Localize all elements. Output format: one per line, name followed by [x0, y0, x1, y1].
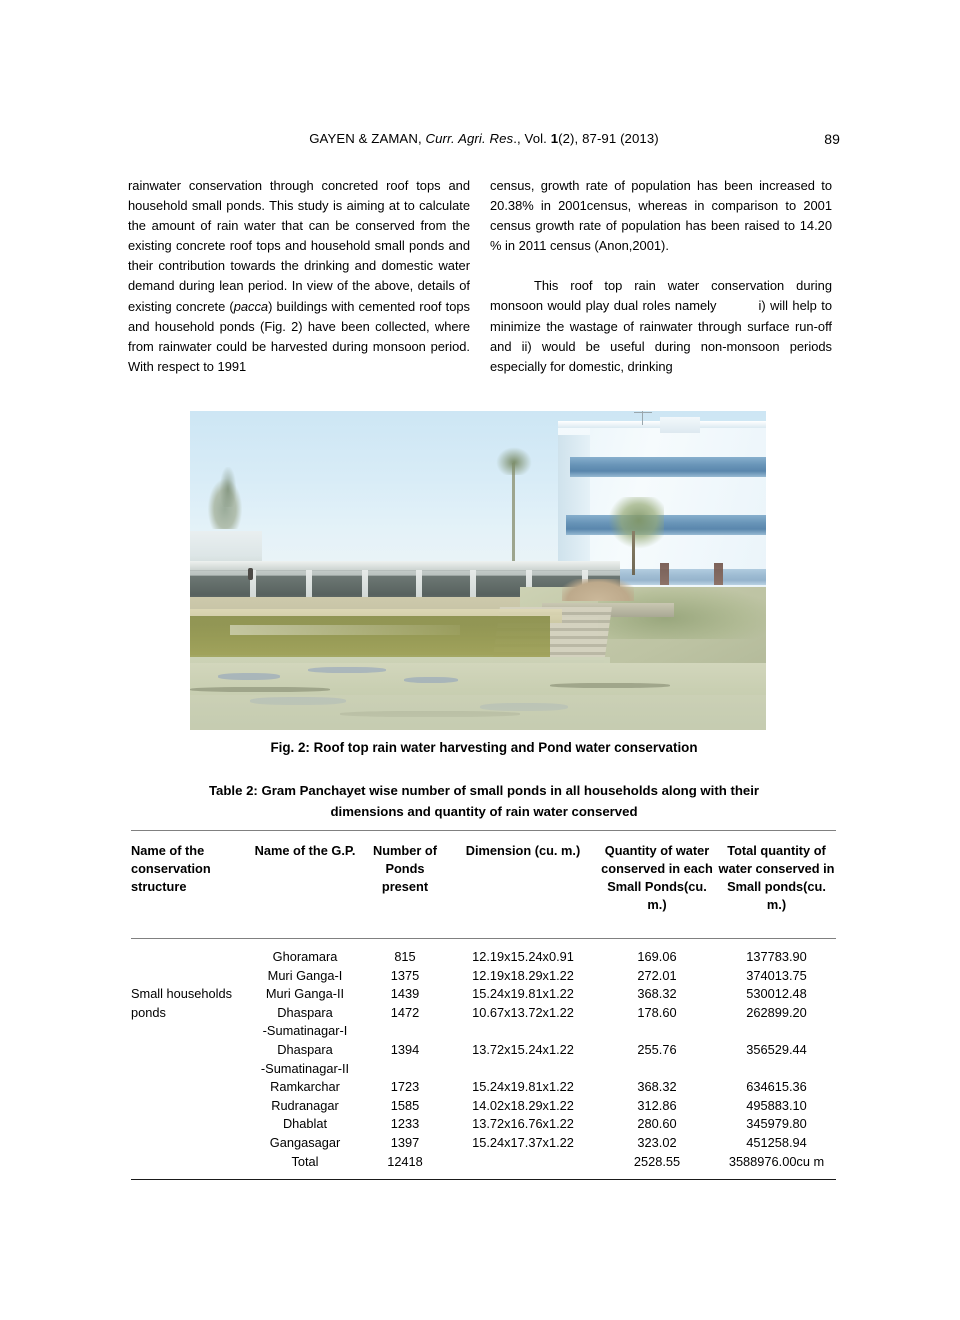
column-header-each-pond: Quantity of water conserved in each Small Ponds(cu. m.): [601, 843, 713, 912]
cell-total: 345979.80: [746, 1116, 807, 1132]
running-head: [128, 128, 840, 150]
cell-total-empty: [717, 1060, 836, 1079]
foreground-tree-canopy: [608, 497, 664, 549]
cell-gp: Gangasagar: [269, 1134, 341, 1150]
cell-structure: [131, 967, 249, 986]
column-header-dimension: Dimension (cu. m.): [465, 843, 581, 858]
cell-structure: [131, 1115, 249, 1134]
cell-dimension: 12.19x15.24x0.91: [472, 949, 574, 964]
figure-caption: Fig. 2: Roof top rain water harvesting and Pond water conservation: [270, 740, 698, 755]
construction-roof-slab: [190, 561, 620, 570]
table-row: [131, 1078, 836, 1097]
cell-gp-continuation: -Sumatinagar-I: [262, 1023, 348, 1039]
cell-gp: Muri Ganga-II: [265, 986, 345, 1002]
cell-each: 178.60: [637, 1004, 677, 1020]
cell-structure-empty: [131, 1060, 249, 1079]
column-header-gp: Name of the G.P.: [254, 843, 356, 858]
running-head-citation-pre: ., Vol.: [513, 131, 551, 146]
ponds-table-body: [131, 948, 836, 1171]
table-header-row: [131, 831, 836, 924]
cell-ponds: 815: [394, 949, 416, 964]
mud-streak: [190, 687, 330, 692]
cell-gp: Ghoramara: [272, 949, 338, 964]
cell-ponds-empty: [361, 1060, 449, 1079]
cell-dimension-empty: [449, 1060, 597, 1079]
cell-each: 368.32: [637, 986, 677, 1002]
figure-2-photograph: [190, 411, 766, 730]
mud-streak: [550, 683, 670, 688]
cell-total-empty: [717, 1022, 836, 1041]
cell-dimension: 10.67x13.72x1.22: [472, 1004, 574, 1020]
cell-gp-continuation: -Sumatinagar-II: [260, 1060, 350, 1076]
column-header-ponds: Number of Ponds present: [373, 843, 437, 894]
body-tail-spacer: [131, 1171, 836, 1179]
cell-total-each: 2528.55: [633, 1153, 681, 1169]
roof-antenna: [642, 411, 643, 425]
paragraph-right-1: census, growth rate of population has been increased to 20.38% in 2001census, whereas in comparison to 2001 census growth rate of population has been raised to 14.20 % in 2011 census (Anon,2001).: [490, 178, 832, 254]
cell-ponds: 1233: [390, 1116, 420, 1132]
cell-ponds: 1585: [390, 1097, 420, 1113]
cell-each: 312.86: [637, 1097, 677, 1113]
cell-ponds-empty: [361, 1022, 449, 1041]
left-tree-top-icon: [220, 467, 236, 507]
cell-gp: Dhaspara: [277, 1041, 333, 1057]
cell-total-grand: 3588976.00cu m: [728, 1153, 825, 1169]
left-text-italic: pacca: [233, 298, 269, 314]
cell-each: 323.02: [637, 1134, 677, 1150]
running-head-citation: [128, 128, 840, 150]
cell-ponds: 1397: [390, 1134, 420, 1150]
column-header-total: Total quantity of water conserved in Small ponds(cu. m.): [718, 843, 835, 912]
cell-structure: [131, 1041, 249, 1060]
foreground-tree-trunk: [632, 531, 635, 575]
body-column-left: [128, 176, 470, 377]
cell-gp: Ramkarchar: [270, 1079, 340, 1095]
cell-dimension: 12.19x18.29x1.22: [472, 967, 574, 983]
cell-structure-empty: [131, 1153, 249, 1172]
column-header-structure: Name of the conservation structure: [131, 843, 211, 894]
cell-total: 495883.10: [746, 1097, 807, 1113]
cell-each-empty: [597, 1022, 717, 1041]
paragraph-left-continued: [128, 176, 470, 377]
page-number: 89: [824, 131, 840, 147]
cell-structure-label: Small households ponds: [131, 986, 233, 1020]
table-row: [131, 1097, 836, 1116]
palm-crown: [496, 447, 532, 475]
worker-figure-on-roof: [248, 568, 253, 580]
cell-gp: Rudranagar: [271, 1097, 339, 1113]
cell-total: 137783.90: [746, 949, 807, 964]
paragraph-right-2: [490, 276, 832, 376]
water-streak: [308, 667, 386, 673]
ponds-table: [131, 831, 836, 924]
cell-structure: [131, 1078, 249, 1097]
window-band-floor-2: [566, 515, 766, 535]
cell-dimension-empty: [449, 1022, 597, 1041]
cell-ponds: 1723: [390, 1079, 420, 1095]
cell-each: 169.06: [637, 949, 677, 964]
building-door-center: [660, 563, 669, 585]
running-head-citation-post: (2), 87-91 (2013): [558, 131, 659, 146]
cell-structure: [131, 1097, 249, 1116]
running-head-authors: GAYEN & ZAMAN,: [309, 131, 422, 146]
cell-dimension: 15.24x19.81x1.22: [472, 1079, 574, 1095]
table-title-line-2: dimensions and quantity of rain water conserved: [330, 804, 638, 819]
table-row: [131, 985, 836, 1004]
table-2: [131, 830, 836, 1180]
cell-gp: Muri Ganga-I: [267, 967, 343, 983]
cell-gp: Dhaspara: [277, 1004, 333, 1020]
table-row: [131, 967, 836, 986]
cell-total: 356529.44: [746, 1041, 807, 1057]
cell-ponds: 1472: [390, 1004, 420, 1020]
roof-water-tank: [660, 417, 700, 433]
cell-total-label: Total: [291, 1153, 319, 1169]
water-streak: [404, 677, 458, 683]
left-text-part-1: rainwater conservation through concreted roof tops and household small ponds. This study is aiming at to calculate the amount of rain water that can be conserved from the existing concrete roof tops and household small ponds and their contribution towards the drinking and domestic water demand during lean period. In view of the above, details of existing concrete (: [128, 178, 470, 314]
cell-dimension: 15.24x19.81x1.22: [472, 986, 574, 1002]
cell-ponds: 1394: [390, 1041, 420, 1057]
cell-total-dimension: [449, 1153, 597, 1172]
table-title-line-1: Table 2: Gram Panchayet wise number of small ponds in all households along with their: [208, 783, 760, 798]
pond-water-reflection: [230, 625, 460, 635]
cell-structure: [131, 948, 249, 967]
table-header: [131, 831, 836, 924]
roof-antenna-crossbar: [634, 412, 652, 413]
cell-total: 634615.36: [746, 1079, 807, 1095]
cell-each: 272.01: [637, 967, 677, 983]
cell-ponds: 1439: [390, 986, 420, 1002]
cell-total: 530012.48: [746, 986, 807, 1002]
cell-total: 374013.75: [746, 967, 807, 983]
foreground-bank: [190, 695, 766, 730]
cell-dimension: 15.24x17.37x1.22: [472, 1134, 574, 1150]
cell-dimension: 14.02x18.29x1.22: [472, 1097, 574, 1113]
building-door-right: [714, 563, 723, 585]
cell-total: 262899.20: [746, 1004, 807, 1020]
cell-each-empty: [597, 1060, 717, 1079]
table-rule-bottom: [131, 1179, 836, 1180]
cell-each: 368.32: [637, 1079, 677, 1095]
cell-ponds: 1375: [390, 967, 420, 983]
sand-mound: [562, 579, 634, 601]
cell-gp: Dhablat: [282, 1116, 328, 1132]
cell-structure: [131, 1134, 249, 1153]
right-text-part-1: This roof top rain water conservation during monsoon would play dual roles namely: [490, 278, 832, 314]
table-total-row: [131, 1153, 836, 1172]
cell-dimension: 13.72x15.24x1.22: [472, 1041, 574, 1057]
palm-trunk: [512, 463, 515, 573]
table-row: [131, 1134, 836, 1153]
body-column-right: [490, 176, 832, 377]
window-band-floor-3: [570, 457, 766, 477]
right-text-part-2: i) will help to minimize the wastage of rainwater through surface run-off and ii) would be useful during non-monsoon periods especially for domestic, drinking: [490, 298, 832, 374]
running-head-journal: Curr. Agri. Res: [425, 131, 514, 146]
cell-dimension: 13.72x16.76x1.22: [472, 1116, 574, 1132]
cell-total: 451258.94: [746, 1134, 807, 1150]
running-head-volume: 1: [550, 131, 559, 146]
header-spacer: [131, 924, 836, 938]
cell-total-ponds: 12418: [387, 1153, 423, 1169]
table-row: [131, 1115, 836, 1134]
body-lead-spacer: [131, 939, 836, 948]
table-row: [131, 948, 836, 967]
cell-each: 255.76: [637, 1041, 677, 1057]
water-streak: [218, 673, 280, 680]
table-body: [131, 948, 836, 1171]
left-text-part-2: ) buildings with cemented roof tops and household ponds (Fig. 2) have been collected, where from rainwater could be harvested during monsoon period. With respect to 1991: [128, 298, 470, 374]
table-row: [131, 1041, 836, 1060]
table-row-continuation: [131, 1060, 836, 1079]
cell-each: 280.60: [637, 1116, 677, 1132]
table-title: [128, 780, 840, 822]
